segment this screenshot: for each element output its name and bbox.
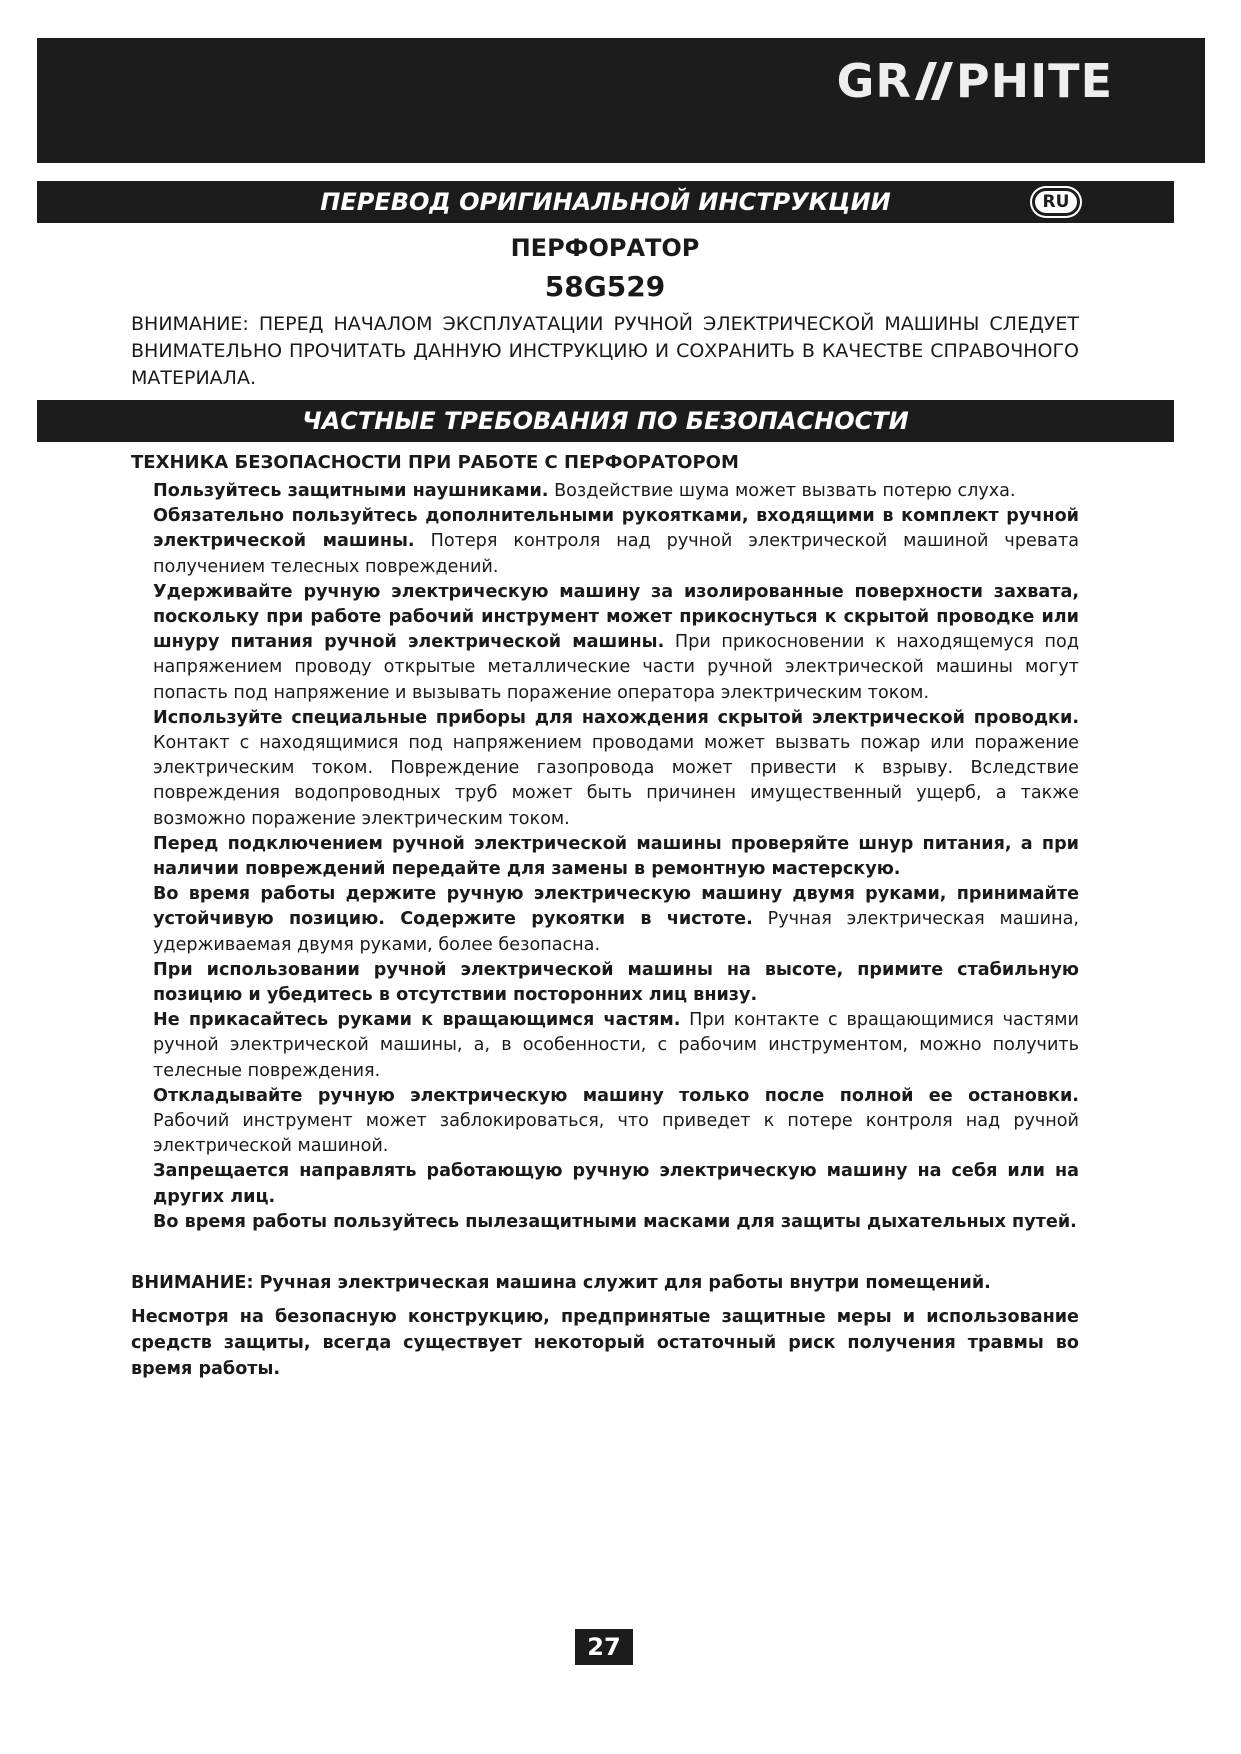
safety-rule-bold: Обязательно пользуйтесь дополнительными рукоятками, входящими в комплект ручной электрической машины. (153, 506, 1079, 552)
safety-rule (131, 958, 1079, 1008)
indoor-use-note: ВНИМАНИЕ: Ручная электрическая машина служит для работы внутри помещений. (131, 1273, 991, 1293)
language-badge: RU (1032, 188, 1080, 216)
logo-slash-a-icon (913, 60, 955, 102)
safety-rule-bold: Запрещается направлять работающую ручную электрическую машину на себя или на других лиц. (153, 1161, 1079, 1207)
safety-rule (131, 706, 1079, 832)
safety-requirements-title: ЧАСТНЫЕ ТРЕБОВАНИЯ ПО БЕЗОПАСНОСТИ (302, 407, 909, 435)
safety-rule-bold: Во время работы держите ручную электрическую машину двумя руками, принимайте устойчивую позицию. Содержите рукоятки в чистоте. (153, 884, 1079, 930)
safety-rule-bold: При использовании ручной электрической машины на высоте, примите стабильную позицию и убедитесь в отсутствии посторонних лиц внизу. (153, 959, 1079, 1006)
safety-rule (131, 1210, 1079, 1235)
logo-suffix: PHITE (955, 54, 1113, 108)
product-name: ПЕРФОРАТОР (510, 234, 700, 262)
safety-rule (131, 882, 1079, 958)
graphite-logo (837, 56, 1113, 106)
safety-rule (131, 832, 1079, 882)
safety-rule-text: Воздействие шума может вызвать потерю слуха. (548, 481, 1016, 501)
safety-rule-text: Контакт с находящимися под напряжением проводами может вызвать пожар или поражение электрическим током. Повреждение газопровода может привести к взрыву. Вследствие повреждения водопроводных труб может быть причинен имущественный ущерб, а также возможно поражение электрическим током. (153, 733, 1079, 829)
safety-rule-bold: Перед подключением ручной электрической машины проверяйте шнур питания, а при наличии повреждений передайте для замены в ремонтную мастерскую. (153, 833, 1079, 880)
model-number: 58G529 (544, 270, 666, 303)
translation-header-bar (37, 181, 1174, 223)
safety-rule-text: При прикосновении к находящемуся под напряжением проводу открытые металлические части ручной электрической машины могут попасть под напряжение и вызывать поражение оператора электрическим током. (153, 632, 1079, 703)
safety-requirements-bar (37, 400, 1174, 442)
safety-rule (131, 1084, 1079, 1160)
notes-block (131, 1270, 1079, 1390)
safety-rule-text: Рабочий инструмент может заблокироваться, что приведет к потере контроля над ручной электрической машиной. (153, 1111, 1079, 1157)
safety-rules-list (131, 479, 1079, 1235)
safety-rule (131, 479, 1079, 504)
page-number: 27 (575, 1629, 633, 1665)
safety-rule-text: Потеря контроля над ручной электрической машиной чревата получением телесных повреждений. (153, 531, 1079, 577)
safety-rule (131, 580, 1079, 706)
logo-prefix: GR (836, 54, 912, 108)
safety-rule-bold: Не прикасайтесь руками к вращающимся частям. (153, 1010, 681, 1031)
safety-rule-text: Ручная электрическая машина, удерживаемая двумя руками, более безопасна. (153, 909, 1079, 955)
intro-warning: ВНИМАНИЕ: ПЕРЕД НАЧАЛОМ ЭКСПЛУАТАЦИИ РУЧНОЙ ЭЛЕКТРИЧЕСКОЙ МАШИНЫ СЛЕДУЕТ ВНИМАТЕЛЬНО ПРОЧИТАТЬ ДАННУЮ ИНСТРУКЦИЮ И СОХРАНИТЬ В КАЧЕСТВЕ СПРАВОЧНОГО МАТЕРИАЛА. (131, 313, 1079, 389)
residual-risk-note: Несмотря на безопасную конструкцию, предпринятые защитные меры и использование средств защиты, всегда существует некоторый остаточный риск получения травмы во время работы. (131, 1307, 1079, 1379)
safety-rule-bold: Используйте специальные приборы для нахождения скрытой электрической проводки. (153, 707, 1079, 728)
safety-rule-bold: Пользуйтесь защитными наушниками. (153, 481, 549, 501)
safety-rule-bold: Во время работы пользуйтесь пылезащитными масками для защиты дыхательных путей. (153, 1211, 1077, 1232)
safety-rule (131, 1008, 1079, 1084)
safety-rule-text: При контакте с вращающимися частями ручной электрической машины, а, в особенности, с рабочим инструментом, можно получить телесные повреждения. (153, 1010, 1079, 1081)
translation-header-title: ПЕРЕВОД ОРИГИНАЛЬНОЙ ИНСТРУКЦИИ (320, 188, 891, 216)
safety-rule (131, 504, 1079, 580)
safety-rule-bold: Откладывайте ручную электрическую машину только после полной ее остановки. (153, 1085, 1079, 1106)
safety-subheading: ТЕХНИКА БЕЗОПАСНОСТИ ПРИ РАБОТЕ С ПЕРФОРАТОРОМ (131, 452, 739, 473)
safety-rule (131, 1159, 1079, 1209)
safety-rule-bold: Удерживайте ручную электрическую машину за изолированные поверхности захвата, поскольку при работе рабочий инструмент может прикоснуться к скрытой проводке или шнуру питания ручной электрической машины. (153, 581, 1079, 653)
